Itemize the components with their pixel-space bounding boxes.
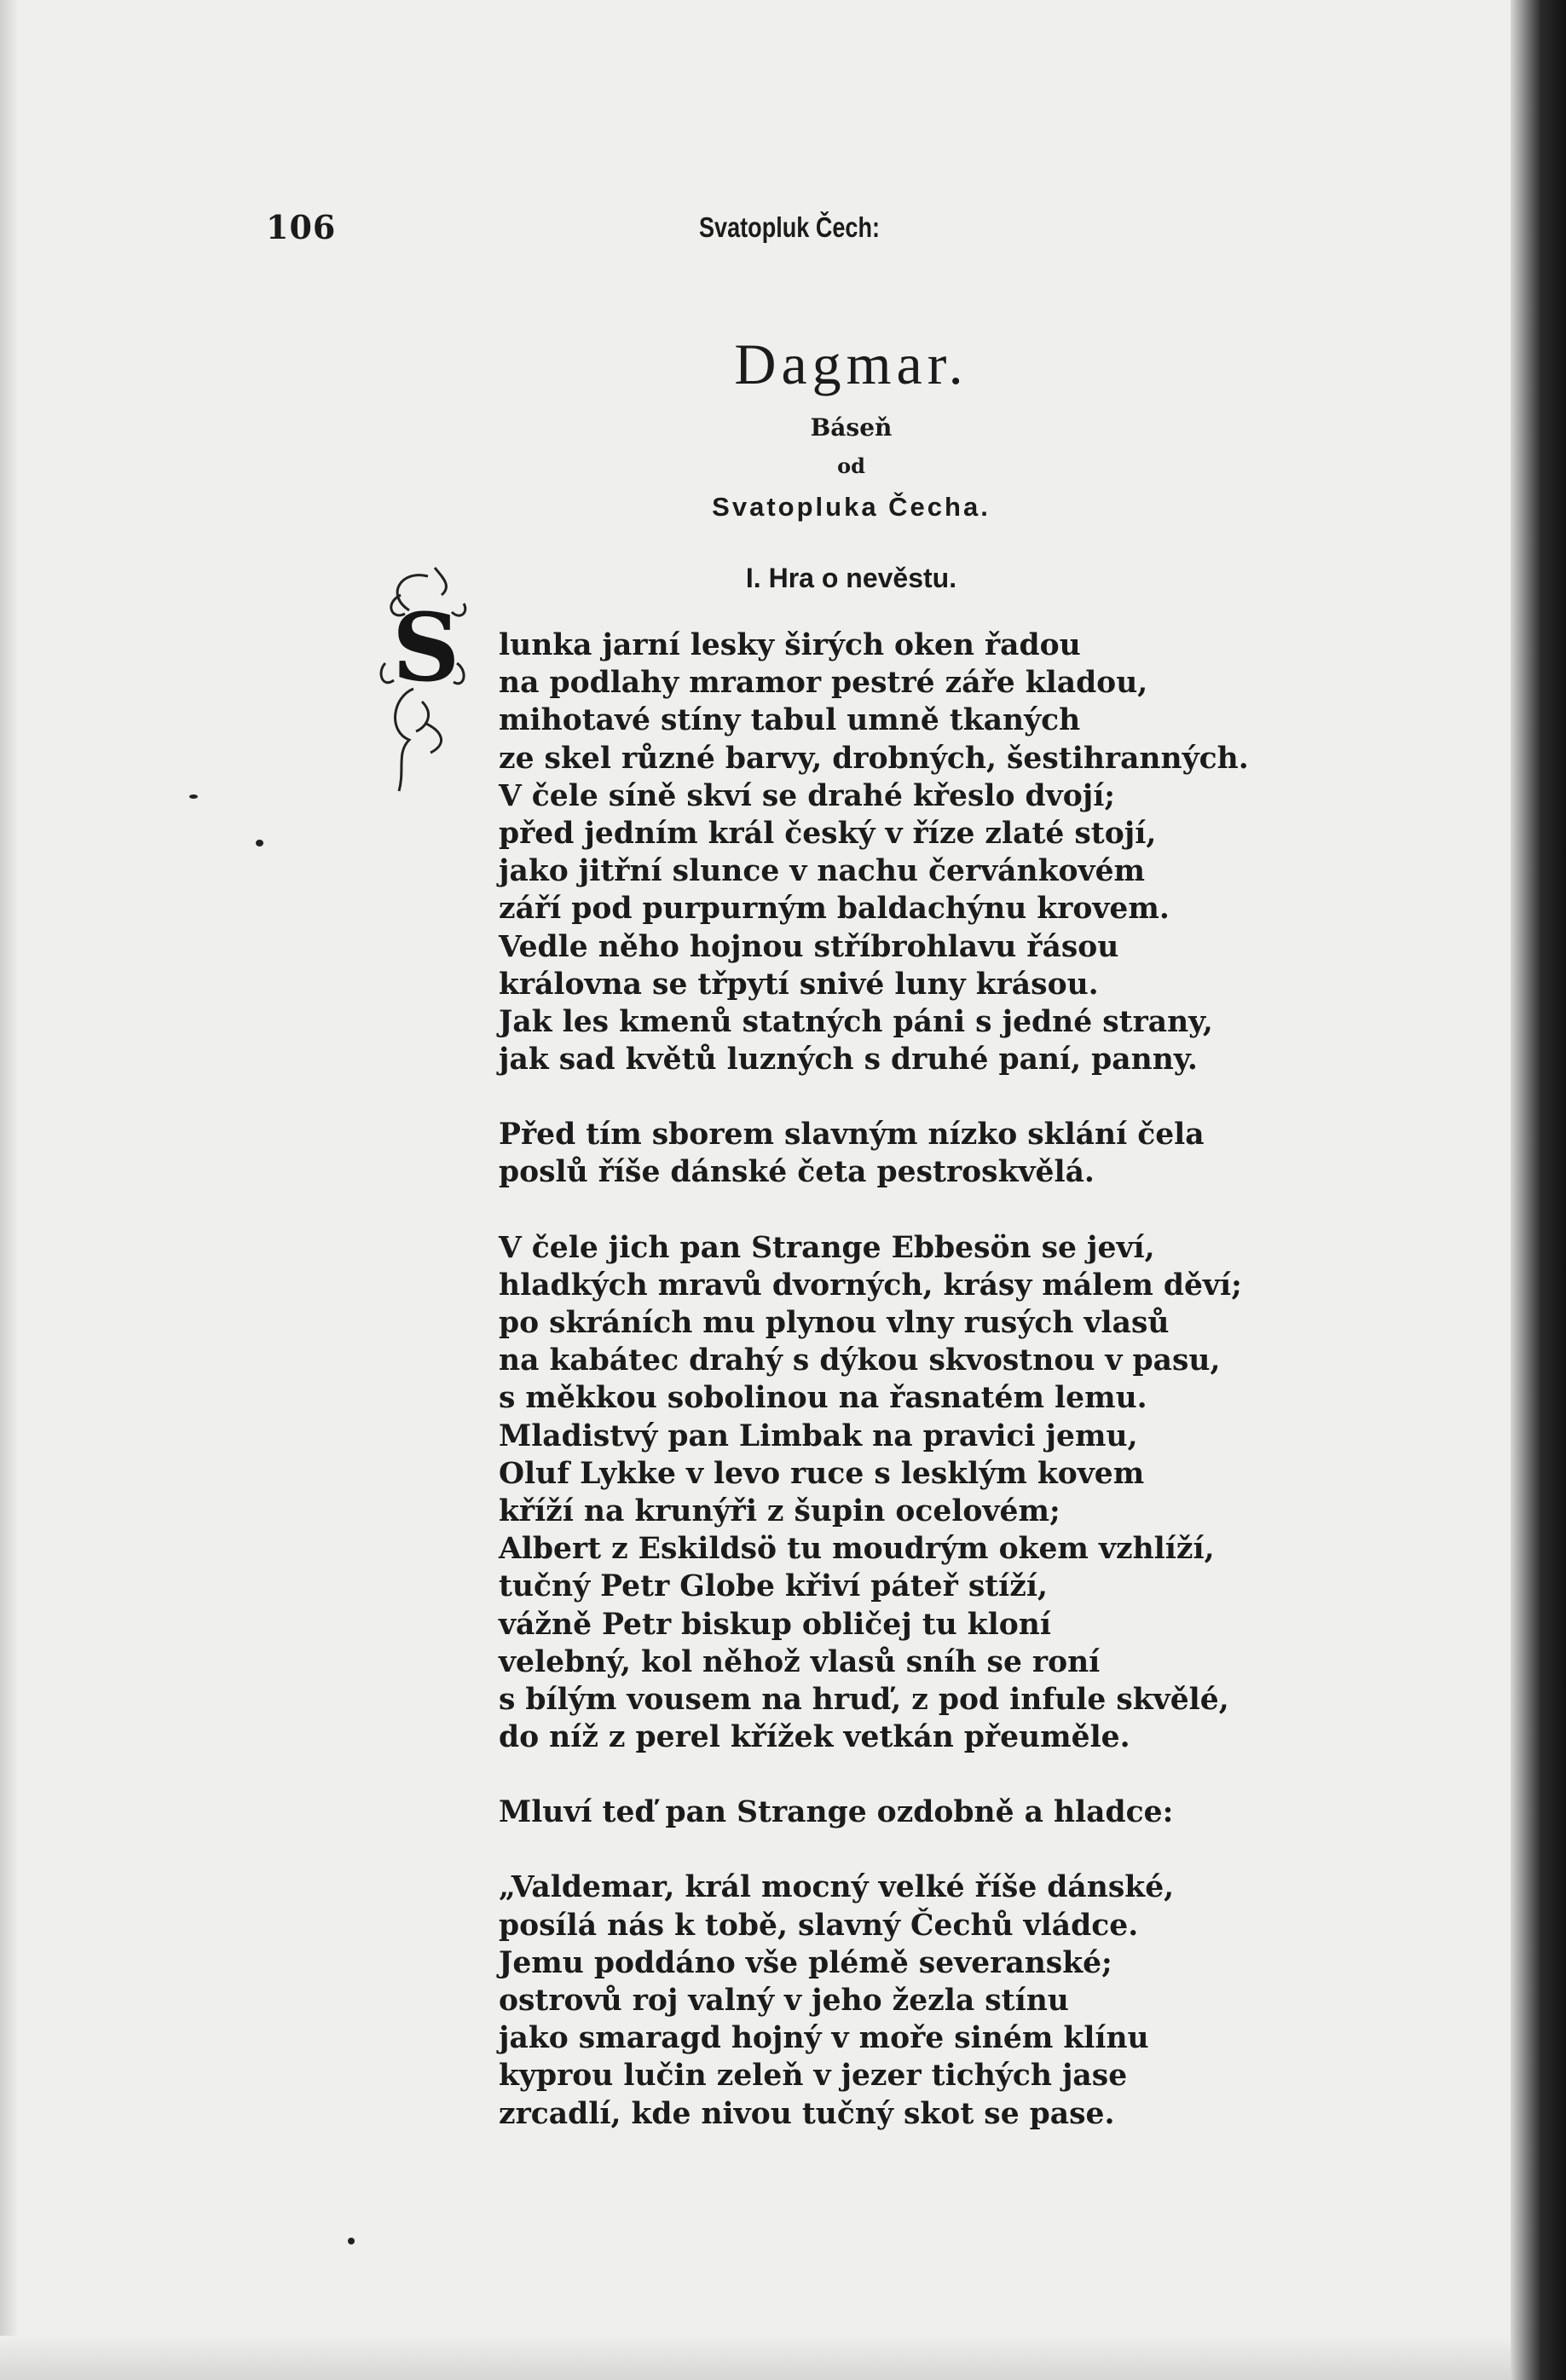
poem-line: vážně Petr biskup obličej tu kloní	[499, 1607, 1051, 1642]
poem-line: tučný Petr Globe křiví páteř stíží,	[499, 1569, 1048, 1604]
poem-line: září pod purpurným baldachýnu krovem.	[499, 892, 1170, 927]
poem-line: ze skel různé barvy, drobných, šestihranných.	[499, 741, 1249, 776]
byline-preposition: od	[837, 453, 865, 478]
poem-line: královna se třpytí snivé luny krásou.	[499, 967, 1099, 1002]
poem-line: do níž z perel křížek vetkán přeuměle.	[499, 1720, 1130, 1755]
poem-line: Mladistvý pan Limbak na pravici jemu,	[499, 1418, 1138, 1453]
poem-line: kříží na krunýři z šupin ocelovém;	[499, 1493, 1060, 1528]
poem-line: ostrovů roj valný v jeho žezla stínu	[499, 1984, 1069, 2018]
poem-title: Dagmar.	[734, 332, 968, 396]
poem-line: Jak les kmenů statných páni s jedné strany,	[499, 1004, 1213, 1039]
poem-line: před jedním král český v říze zlaté stojí,	[499, 816, 1157, 851]
poem-line: na podlahy mramor pestré záře kladou,	[499, 666, 1148, 701]
print-speck	[348, 2238, 355, 2244]
poem-subtitle: Báseň	[810, 413, 893, 442]
poem-line: Oluf Lykke v levo ruce s lesklým kovem	[499, 1456, 1145, 1491]
ornamental-initial-icon	[375, 561, 477, 800]
poem-line: mihotavé stíny tabul umně tkaných	[499, 703, 1081, 738]
poem-line: posílá nás k tobě, slavný Čechů vládce.	[499, 1908, 1139, 1943]
poem-line: s bílým vousem na hruď, z pod infule skvělé,	[499, 1682, 1229, 1717]
running-head: Svatopluk Čech:	[699, 211, 881, 243]
page-number: 106	[266, 208, 337, 246]
poem-line: Před tím sborem slavným nízko sklání čela	[499, 1118, 1205, 1152]
poem-line: hladkých mravů dvorných, krásy málem děví;	[499, 1268, 1242, 1303]
poem-line: „Valdemar, král mocný velké říše dánské,	[499, 1870, 1175, 1905]
poem-line: velebný, kol něhož vlasů sníh se roní	[499, 1644, 1101, 1679]
poem-line: zrcadlí, kde nivou tučný skot se pase.	[499, 2096, 1115, 2131]
poem-line: jak sad květů luzných s druhé paní, panny.	[499, 1043, 1198, 1077]
poem-line: Jemu poddáno vše plémě severanské;	[499, 1945, 1112, 1980]
stanza	[499, 1794, 1505, 1831]
poem-line: jako jitřní slunce v nachu červánkovém	[499, 854, 1146, 889]
stanza	[499, 1229, 1505, 1757]
print-speck	[256, 840, 263, 846]
page-bottom-shadow	[0, 2336, 1534, 2380]
poem-line: poslů říše dánské četa pestroskvělá.	[499, 1155, 1095, 1190]
svg-text:S: S	[392, 592, 460, 702]
section-title: I. Hra o nevěstu.	[745, 563, 957, 593]
stanza	[499, 1869, 1505, 2132]
poem-line: kyprou lučin zeleň v jezer tichých jase	[499, 2059, 1128, 2094]
poem-line: jako smaragd hojný v moře siném klínu	[499, 2021, 1149, 2056]
poem-line: V čele síně skví se drahé křeslo dvojí;	[499, 778, 1116, 813]
stanza	[499, 1116, 1505, 1191]
poem-line: Mluví teď pan Strange ozdobně a hladce:	[499, 1795, 1174, 1830]
poem-body	[499, 627, 1505, 2170]
author-name: Svatopluka Čecha.	[712, 492, 991, 522]
poem-line: Albert z Eskildsö tu moudrým okem vzhlíží,	[499, 1532, 1215, 1567]
poem-line: lunka jarní lesky širých oken řadou	[499, 628, 1081, 662]
poem-line: po skráních mu plynou vlny rusých vlasů	[499, 1306, 1170, 1340]
poem-line: na kabátec drahý s dýkou skvostnou v pasu,	[499, 1343, 1221, 1378]
poem-line: V čele jich pan Strange Ebbesön se jeví,	[499, 1230, 1155, 1265]
poem-line: s měkkou sobolinou na řasnatém lemu.	[499, 1381, 1147, 1416]
poem-line: Vedle něho hojnou stříbrohlavu řásou	[499, 929, 1119, 964]
print-speck	[189, 794, 198, 799]
stanza	[499, 627, 1505, 1078]
